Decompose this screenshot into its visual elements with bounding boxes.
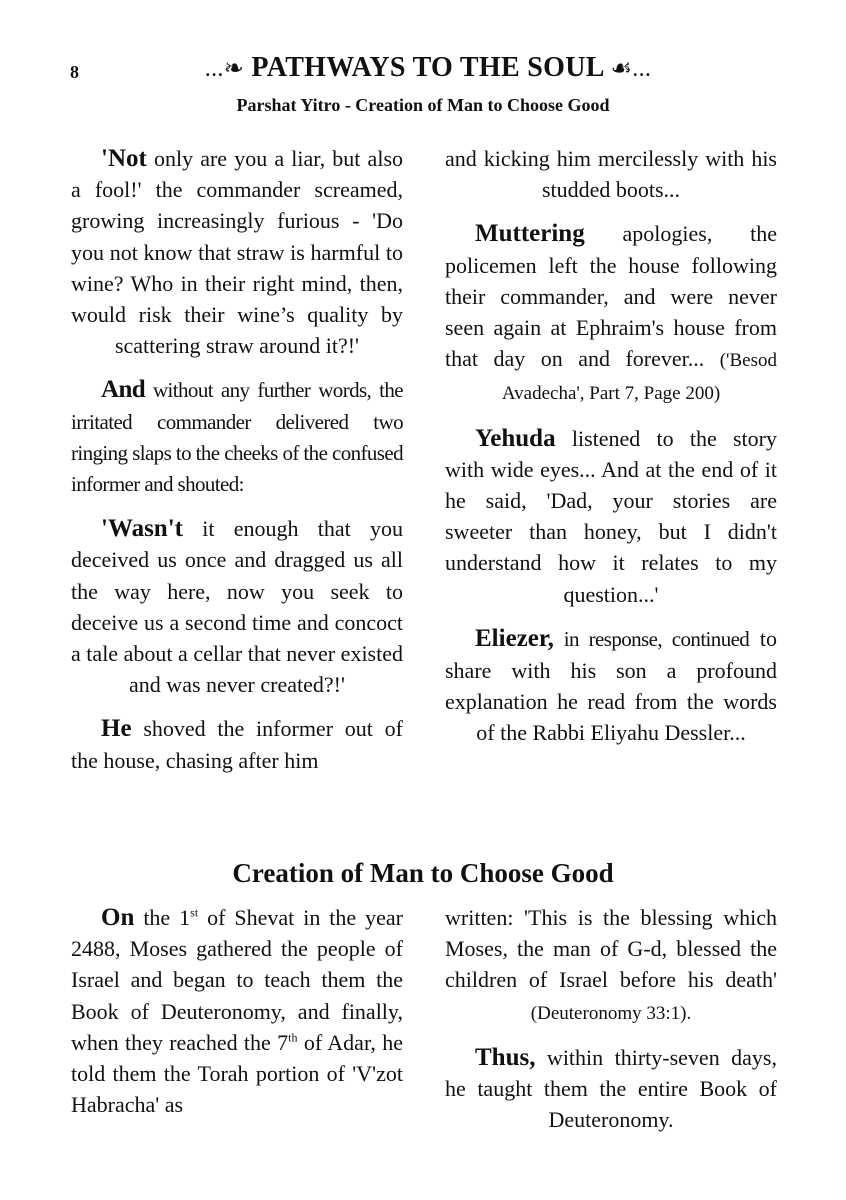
- paragraph-text: to share with his son a profound explanation he read from the words of the Rabbi Eliyahu Dessler...: [445, 625, 777, 746]
- ordinal-suffix: th: [288, 1030, 298, 1045]
- ordinal-suffix: st: [190, 905, 199, 920]
- lead-word: And: [101, 376, 146, 404]
- paragraph-text: of Adar, he told them the Torah portion of 'V'zot Habracha' as: [71, 1029, 403, 1118]
- story-paragraph: [71, 713, 403, 775]
- story-paragraph: [71, 374, 403, 500]
- paragraph-text: only are you a liar, but also a fool!' the commander screamed, growing increasingly furious - 'Do you not know that straw is harmful to wine? Who in their right mind, then, would risk their wine’s quality by scattering straw around it?!': [71, 146, 403, 359]
- paragraph-text: it enough that you deceived us once and dragged us all the way here, now you seek to deceive us a second time and concoct a tale about a cellar that never existed and was never created?!': [71, 516, 403, 698]
- story-paragraph: [71, 143, 403, 361]
- publication-title: PATHWAYS TO THE SOUL: [251, 52, 604, 83]
- paragraph-text: the 1: [134, 905, 191, 930]
- ornament-left-icon: ...❧: [204, 56, 245, 82]
- section-paragraph-continued: [445, 902, 777, 1029]
- section-paragraph: [445, 1042, 777, 1136]
- lead-word: Thus,: [475, 1043, 536, 1071]
- paragraph-text: listened to the story with wide eyes... And at the end of it he said, 'Dad, your stories are sweeter than honey, but I didn't understand how it relates to my question...': [445, 425, 777, 607]
- lead-word: Yehuda: [475, 424, 556, 452]
- lead-word: Muttering: [475, 220, 585, 248]
- paragraph-text: without any further words, the irritated commander delivered two ringing slaps to the cheeks of the confused informer and shouted:: [71, 378, 403, 497]
- section-column-left: [71, 902, 403, 1133]
- story-paragraph: [445, 623, 777, 749]
- paragraph-text: written: 'This is the blessing which Moses, the man of G-d, blessed the children of Israel before his death': [445, 905, 777, 993]
- story-paragraph-continued: and kicking him mercilessly with his studded boots...: [445, 146, 777, 203]
- page-subtitle: Parshat Yitro - Creation of Man to Choose Good: [236, 95, 610, 115]
- page-number: 8: [70, 62, 79, 82]
- running-header: [130, 52, 726, 84]
- paragraph-text: of Shevat in the year 2488, Moses gathered the people of Israel and began to teach them the Book of Deuteronomy, and finally, when they reached the 7: [71, 905, 403, 1055]
- source-citation: (Deuteronomy 33:1).: [530, 1002, 692, 1024]
- section-paragraph: [71, 902, 403, 1120]
- source-citation: ('Besod Avadecha', Part 7, Page 200): [501, 350, 777, 405]
- lead-word: 'Wasn't: [101, 515, 183, 543]
- lead-word: 'Not: [101, 145, 147, 172]
- story-paragraph: [445, 218, 777, 409]
- lead-word: Eliezer,: [475, 624, 554, 652]
- section-column-right: [445, 902, 777, 1148]
- paragraph-text: within thirty-seven days, he taught them the entire Book of Deuteronomy.: [445, 1044, 777, 1133]
- paragraph-text: apologies, the policemen left the house following their commander, and were never seen again at Ephraim's house from that day on and forever...: [445, 221, 777, 372]
- story-paragraph: [71, 513, 403, 700]
- paragraph-text: shoved the informer out of the house, chasing after him: [71, 716, 403, 773]
- story-column-left: [71, 143, 403, 789]
- story-column-right: [445, 143, 777, 762]
- story-paragraph: [445, 423, 777, 610]
- ornament-right-icon: ☙...: [610, 56, 652, 82]
- section-heading: Creation of Man to Choose Good: [232, 858, 614, 888]
- lead-word: He: [101, 715, 132, 743]
- lead-word: On: [101, 904, 135, 931]
- paragraph-text: in response, continued: [553, 626, 750, 651]
